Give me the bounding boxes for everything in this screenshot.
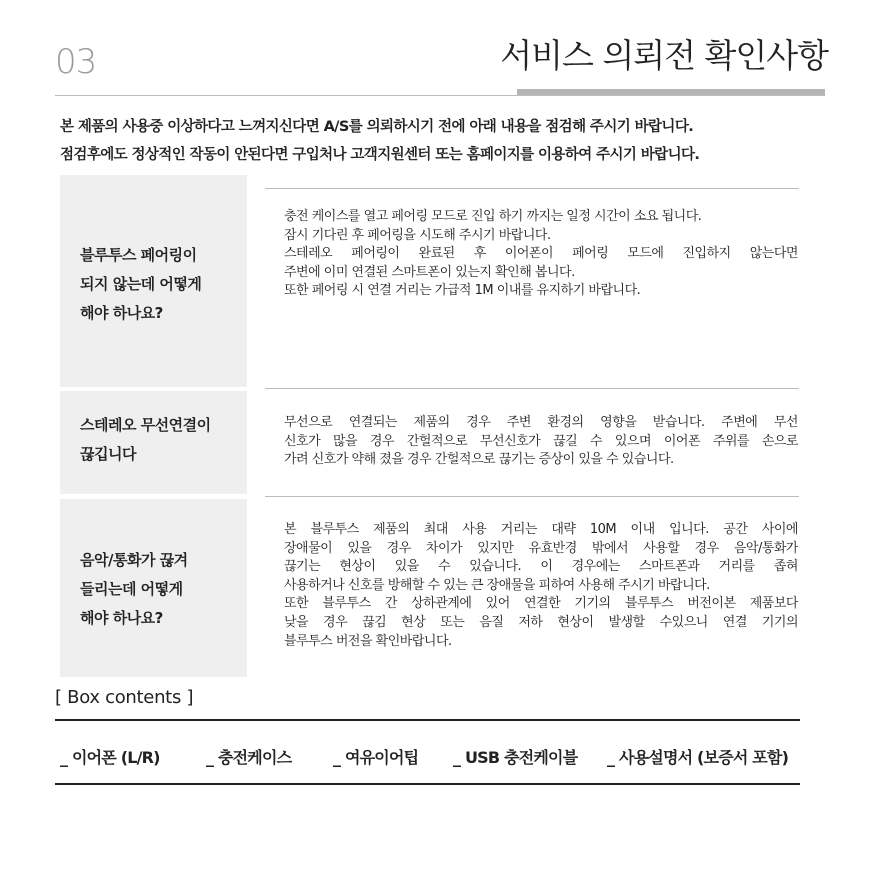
faq-answer-stereo [284,414,798,470]
box-contents-bottom-rule [55,783,800,785]
page-number: 03 [55,42,97,82]
intro-text [60,113,820,169]
faq-divider [265,388,799,389]
answer-line: 낮을 경우 끊김 현상 또는 음질 저하 현상이 발생할 수있으니 연결 기기의 [284,614,798,630]
question-line: 들리는데 어떻게 [80,580,183,598]
faq-question-stereo [80,411,211,469]
box-item-charging-case: _ 충전케이스 [206,748,292,767]
answer-line: 무선으로 연결되는 제품의 경우 주변 환경의 영향을 받습니다. 주변에 무선 [284,415,798,430]
box-item-manual: _ 사용설명서 (보증서 포함) [607,748,789,767]
answer-line: 사용하거나 신호를 방해할 수 있는 큰 장애물을 피하여 사용해 주시기 바랍니다. [284,577,710,593]
faq-answer-pairing [284,208,798,301]
intro-line: 점검후에도 정상적인 작동이 안된다면 구입처나 고객지원센터 또는 홈페이지를 이용하여 주시기 바랍니다. [60,147,700,163]
faq-answer-audio [284,521,798,651]
answer-line: 주변에 이미 연결된 스마트폰이 있는지 확인해 봅니다. [284,264,575,280]
question-line: 끊깁니다 [80,445,136,463]
box-contents-top-rule [55,719,800,721]
faq-question-panel-audio [60,499,247,677]
faq-divider [265,496,799,497]
faq-divider [265,188,799,189]
answer-line: 또한 블루투스 간 상하관계에 있어 연결한 기기의 블루투스 버전이본 제품보다 [284,596,798,612]
answer-line: 스테레오 페어링이 완료된 후 이어폰이 페어링 모드에 진입하지 않는다면 [284,246,798,262]
answer-line: 본 블루투스 제품의 최대 사용 거리는 대략 10M 이내 입니다. 공간 사이에 [284,522,798,537]
answer-line: 가려 신호가 약해 졌을 경우 간헐적으로 끊기는 증상이 있을 수 있습니다. [284,452,674,468]
question-line: 해야 하나요? [80,304,163,322]
question-line: 해야 하나요? [80,609,163,627]
answer-line: 충전 케이스를 열고 페어링 모드로 진입 하기 까지는 일정 시간이 소요 됩니다. [284,209,702,224]
intro-line: 본 제품의 사용중 이상하다고 느껴지신다면 A/S를 의뢰하시기 전에 아래 내용을 점검해 주시기 바랍니다. [60,119,694,135]
answer-line: 잠시 기다린 후 페어링을 시도해 주시기 바랍니다. [284,227,551,243]
page-title: 서비스 의뢰전 확인사항 [500,36,828,75]
faq-question-pairing [80,241,201,328]
box-item-earphones: _ 이어폰 (L/R) [60,748,160,767]
question-line: 음악/통화가 끊겨 [80,551,188,569]
answer-line: 끊기는 현상이 있을 수 있습니다. 이 경우에는 스마트폰과 거리를 좁혀 [284,559,798,575]
faq-question-panel-pairing [60,175,247,387]
box-contents-title: [ Box contents ] [55,687,194,708]
answer-line: 또한 페어링 시 연결 거리는 가급적 1M 이내를 유지하기 바랍니다. [284,283,641,299]
question-line: 블루투스 페어링이 [80,246,197,264]
faq-question-panel-stereo [60,391,247,494]
answer-line: 장애물이 있을 경우 차이가 있지만 유효반경 밖에서 사용할 경우 음악/통화가 [284,540,798,556]
title-divider [55,95,825,96]
answer-line: 블루투스 버전을 확인바랍니다. [284,633,452,649]
question-line: 되지 않는데 어떻게 [80,275,202,293]
faq-question-audio [80,546,188,633]
box-item-ear-tips: _ 여유이어팁 [333,748,419,767]
box-item-usb-cable: _ USB 충전케이블 [453,748,578,767]
answer-line: 신호가 많을 경우 간헐적으로 무선신호가 끊길 수 있으며 이어폰 주위를 손으로 [284,433,798,449]
question-line: 스테레오 무선연결이 [80,416,211,434]
